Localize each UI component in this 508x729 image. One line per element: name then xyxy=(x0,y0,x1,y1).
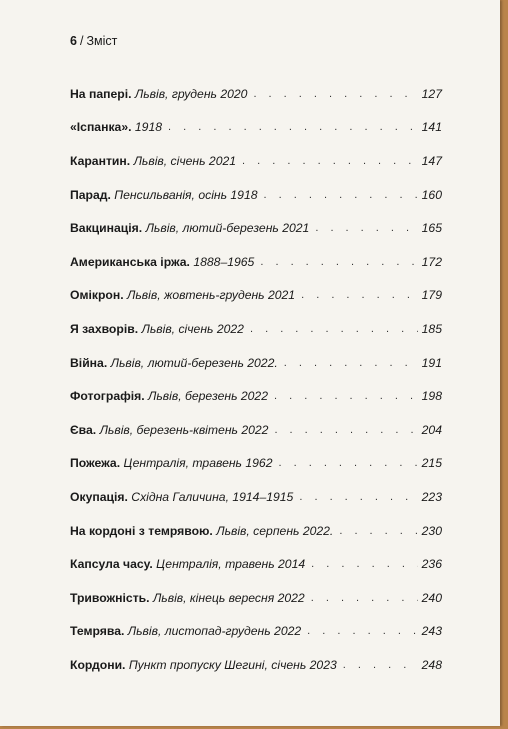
entry-page-number: 147 xyxy=(421,153,442,168)
toc-entry xyxy=(70,615,442,649)
entry-title: На папері. xyxy=(70,86,132,101)
toc-entry xyxy=(70,547,442,581)
entry-subtitle: Східна Галичина, 1914–1915 xyxy=(131,489,294,504)
dot-leader xyxy=(307,625,417,637)
dot-leader xyxy=(315,222,417,234)
header-separator: / xyxy=(79,34,84,48)
entry-subtitle: Львів, жовтень-грудень 2021 xyxy=(127,288,296,303)
entry-subtitle: Львів, січень 2021 xyxy=(133,153,237,168)
entry-title: Фотографія. xyxy=(70,389,145,404)
dot-leader xyxy=(339,525,417,537)
entry-title: Тривожність. xyxy=(70,590,150,605)
toc-entry xyxy=(70,379,442,413)
entry-page-number: 204 xyxy=(421,422,442,437)
entry-subtitle: Львів, кінець вересня 2022 xyxy=(152,590,305,605)
entry-title: Омікрон. xyxy=(70,288,124,303)
page-number: 6 xyxy=(70,34,77,48)
entry-page-number: 198 xyxy=(421,389,442,404)
entry-page-number: 185 xyxy=(421,321,442,336)
dot-leader xyxy=(301,289,418,301)
dot-leader xyxy=(343,659,418,671)
toc-entry xyxy=(70,178,442,212)
entry-subtitle: Централія, травень 1962 xyxy=(123,456,273,471)
dot-leader xyxy=(274,390,418,402)
entry-subtitle: Львів, січень 2022 xyxy=(141,321,244,336)
entry-title: Пожежа. xyxy=(70,456,121,471)
running-header xyxy=(70,34,117,48)
toc-entry xyxy=(70,312,442,346)
dot-leader xyxy=(278,457,417,469)
dot-leader xyxy=(253,88,417,100)
dot-leader xyxy=(311,558,418,570)
entry-page-number: 160 xyxy=(421,187,442,202)
table-of-contents xyxy=(70,77,442,682)
entry-page-number: 141 xyxy=(421,120,442,135)
toc-entry xyxy=(70,211,442,245)
entry-subtitle: Львів, грудень 2020 xyxy=(134,86,248,101)
entry-title: Темрява. xyxy=(70,624,125,639)
entry-page-number: 248 xyxy=(421,657,442,672)
toc-entry xyxy=(70,144,442,178)
dot-leader xyxy=(260,256,417,268)
entry-page-number: 243 xyxy=(421,624,442,639)
entry-page-number: 179 xyxy=(421,288,442,303)
entry-title: Вакцинація. xyxy=(70,221,143,236)
toc-entry xyxy=(70,111,442,145)
toc-entry xyxy=(70,245,442,279)
entry-title: Парад. xyxy=(70,187,111,202)
section-title: Зміст xyxy=(86,34,118,48)
entry-subtitle: Львів, лютий-березень 2021 xyxy=(145,221,310,236)
toc-entry xyxy=(70,581,442,615)
dot-leader xyxy=(250,323,418,335)
toc-entry xyxy=(70,447,442,481)
dot-leader xyxy=(299,491,417,503)
entry-page-number: 127 xyxy=(421,86,442,101)
entry-title: «Іспанка». xyxy=(70,120,132,135)
entry-title: Капсула часу. xyxy=(70,557,153,572)
entry-title: Єва. xyxy=(70,422,97,437)
entry-page-number: 191 xyxy=(421,355,442,370)
entry-page-number: 215 xyxy=(421,456,442,471)
toc-entry xyxy=(70,279,442,313)
entry-subtitle: 1888–1965 xyxy=(193,254,255,269)
entry-title: Карантин. xyxy=(70,153,131,168)
dot-leader xyxy=(264,189,418,201)
entry-subtitle: 1918 xyxy=(134,120,163,135)
entry-subtitle: Львів, листопад-грудень 2022 xyxy=(127,624,302,639)
toc-entry xyxy=(70,413,442,447)
entry-subtitle: Централія, травень 2014 xyxy=(156,557,306,572)
entry-subtitle: Львів, лютий-березень 2022. xyxy=(110,355,278,370)
entry-subtitle: Львів, березень-квітень 2022 xyxy=(99,422,269,437)
dot-leader xyxy=(274,424,417,436)
entry-title: Війна. xyxy=(70,355,108,370)
entry-title: Я захворів. xyxy=(70,321,139,336)
toc-entry xyxy=(70,648,442,682)
entry-page-number: 230 xyxy=(421,523,442,538)
dot-leader xyxy=(168,121,418,133)
dot-leader xyxy=(311,592,418,604)
entry-title: Окупація. xyxy=(70,489,128,504)
entry-page-number: 223 xyxy=(421,489,442,504)
entry-page-number: 172 xyxy=(421,254,442,269)
entry-subtitle: Львів, серпень 2022. xyxy=(216,523,334,538)
toc-entry xyxy=(70,514,442,548)
entry-subtitle: Пункт пропуску Шегині, січень 2023 xyxy=(128,657,337,672)
toc-entry xyxy=(70,346,442,380)
entry-page-number: 165 xyxy=(421,221,442,236)
toc-entry xyxy=(70,480,442,514)
entry-subtitle: Пенсильванія, осінь 1918 xyxy=(114,187,258,202)
entry-subtitle: Львів, березень 2022 xyxy=(148,389,268,404)
dot-leader xyxy=(242,155,418,167)
entry-title: Американська іржа. xyxy=(70,254,190,269)
entry-page-number: 240 xyxy=(421,590,442,605)
entry-title: На кордоні з темрявою. xyxy=(70,523,213,538)
toc-entry xyxy=(70,77,442,111)
entry-title: Кордони. xyxy=(70,657,126,672)
dot-leader xyxy=(284,357,418,369)
entry-page-number: 236 xyxy=(421,557,442,572)
